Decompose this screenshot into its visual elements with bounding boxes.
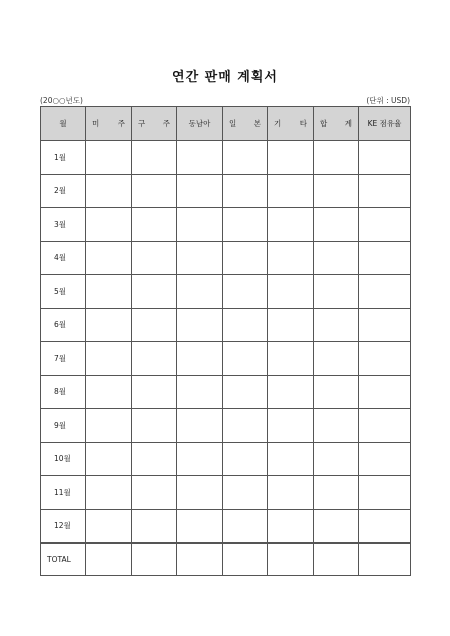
- table-cell[interactable]: [314, 509, 359, 543]
- table-cell[interactable]: [314, 174, 359, 208]
- table-cell[interactable]: [314, 476, 359, 510]
- table-cell[interactable]: [359, 241, 411, 275]
- header-month: 월: [41, 107, 86, 141]
- table-row: [41, 442, 411, 476]
- month-label: 12월: [41, 509, 86, 543]
- table-cell[interactable]: [132, 409, 177, 443]
- table-cell[interactable]: [268, 241, 314, 275]
- table-cell[interactable]: [177, 375, 223, 409]
- table-cell[interactable]: [359, 409, 411, 443]
- table-cell[interactable]: [132, 375, 177, 409]
- table-cell[interactable]: [86, 208, 132, 242]
- header-europe: 구 주: [132, 107, 177, 141]
- table-cell[interactable]: [268, 509, 314, 543]
- table-cell[interactable]: [314, 275, 359, 309]
- month-label: 1월: [41, 141, 86, 175]
- table-cell[interactable]: [314, 409, 359, 443]
- table-cell[interactable]: [359, 342, 411, 376]
- month-label: 10월: [41, 442, 86, 476]
- month-label: 5월: [41, 275, 86, 309]
- table-cell[interactable]: [314, 543, 359, 576]
- table-row: [41, 342, 411, 376]
- month-label: 11월: [41, 476, 86, 510]
- table-cell[interactable]: [314, 241, 359, 275]
- table-row: [41, 174, 411, 208]
- table-cell[interactable]: [132, 308, 177, 342]
- table-cell[interactable]: [177, 342, 223, 376]
- table-row: [41, 275, 411, 309]
- table-cell[interactable]: [177, 141, 223, 175]
- table-cell[interactable]: [359, 141, 411, 175]
- table-cell[interactable]: [132, 141, 177, 175]
- header-japan: 일 본: [223, 107, 268, 141]
- table-row: [41, 375, 411, 409]
- header-sum: 합 계: [314, 107, 359, 141]
- table-cell[interactable]: [132, 442, 177, 476]
- table-cell[interactable]: [268, 442, 314, 476]
- table-cell[interactable]: [223, 208, 268, 242]
- month-label: 8월: [41, 375, 86, 409]
- table-cell[interactable]: [268, 342, 314, 376]
- table-cell[interactable]: [359, 543, 411, 576]
- month-label: 6월: [41, 308, 86, 342]
- table-cell[interactable]: [359, 275, 411, 309]
- header-southeast-asia: 동남아: [177, 107, 223, 141]
- table-cell[interactable]: [314, 141, 359, 175]
- table-cell[interactable]: [86, 275, 132, 309]
- month-label: 4월: [41, 241, 86, 275]
- header-americas: 미 주: [86, 107, 132, 141]
- table-cell[interactable]: [177, 275, 223, 309]
- table-row: [41, 308, 411, 342]
- table-cell[interactable]: [359, 208, 411, 242]
- header-ke-share: KE 점유율: [359, 107, 411, 141]
- table-cell[interactable]: [268, 141, 314, 175]
- table-cell[interactable]: [223, 476, 268, 510]
- table-cell[interactable]: [223, 174, 268, 208]
- table-cell[interactable]: [223, 375, 268, 409]
- table-cell[interactable]: [132, 174, 177, 208]
- table-cell[interactable]: [86, 409, 132, 443]
- table-cell[interactable]: [314, 342, 359, 376]
- header-other: 기 타: [268, 107, 314, 141]
- table-cell[interactable]: [132, 476, 177, 510]
- table-cell[interactable]: [177, 308, 223, 342]
- table-cell[interactable]: [268, 174, 314, 208]
- table-cell[interactable]: [86, 174, 132, 208]
- table-row: [41, 476, 411, 510]
- table-cell[interactable]: [359, 308, 411, 342]
- table-cell[interactable]: [132, 509, 177, 543]
- table-cell[interactable]: [314, 308, 359, 342]
- table-cell[interactable]: [177, 543, 223, 576]
- table-row: [41, 241, 411, 275]
- month-label: 3월: [41, 208, 86, 242]
- table-cell[interactable]: [177, 409, 223, 443]
- table-cell[interactable]: [86, 543, 132, 576]
- table-cell[interactable]: [177, 208, 223, 242]
- table-cell[interactable]: [86, 308, 132, 342]
- table-cell[interactable]: [359, 442, 411, 476]
- table-cell[interactable]: [314, 208, 359, 242]
- table-cell[interactable]: [177, 509, 223, 543]
- table-cell[interactable]: [177, 442, 223, 476]
- month-label: 7월: [41, 342, 86, 376]
- header-row: [41, 107, 411, 141]
- sales-plan-table: [40, 106, 411, 576]
- unit-label: (단위 : USD): [366, 96, 410, 105]
- table-cell[interactable]: [359, 509, 411, 543]
- table-cell[interactable]: [86, 442, 132, 476]
- table-cell[interactable]: [223, 141, 268, 175]
- table-cell[interactable]: [177, 174, 223, 208]
- table-row: [41, 509, 411, 543]
- table-row: [41, 208, 411, 242]
- table-cell[interactable]: [223, 308, 268, 342]
- table-cell[interactable]: [314, 442, 359, 476]
- year-label: (20○○년도): [40, 96, 83, 105]
- table-cell[interactable]: [132, 241, 177, 275]
- table-cell[interactable]: [86, 141, 132, 175]
- table-cell[interactable]: [314, 375, 359, 409]
- table-cell[interactable]: [223, 543, 268, 576]
- table-cell[interactable]: [223, 275, 268, 309]
- table-cell[interactable]: [359, 476, 411, 510]
- table-cell[interactable]: [86, 476, 132, 510]
- table-cell[interactable]: [268, 208, 314, 242]
- table-cell[interactable]: [223, 509, 268, 543]
- table-cell[interactable]: [268, 308, 314, 342]
- table-cell[interactable]: [268, 476, 314, 510]
- document-title: 연간 판매 계획서: [172, 70, 278, 85]
- table-cell[interactable]: [177, 476, 223, 510]
- table-cell[interactable]: [86, 241, 132, 275]
- month-label: 2월: [41, 174, 86, 208]
- table-cell[interactable]: [132, 342, 177, 376]
- table-cell[interactable]: [132, 543, 177, 576]
- table-cell[interactable]: [132, 275, 177, 309]
- table-cell[interactable]: [86, 375, 132, 409]
- table-cell[interactable]: [359, 174, 411, 208]
- table-cell[interactable]: [268, 375, 314, 409]
- table-cell[interactable]: [223, 442, 268, 476]
- table-row: [41, 409, 411, 443]
- table-row: [41, 141, 411, 175]
- total-row: [41, 543, 411, 576]
- table-cell[interactable]: [268, 275, 314, 309]
- table-cell[interactable]: [268, 543, 314, 576]
- table-cell[interactable]: [86, 342, 132, 376]
- table-cell[interactable]: [177, 241, 223, 275]
- total-label: TOTAL: [41, 543, 86, 576]
- table-cell[interactable]: [86, 509, 132, 543]
- table-cell[interactable]: [359, 375, 411, 409]
- table-cell[interactable]: [223, 241, 268, 275]
- table-cell[interactable]: [223, 409, 268, 443]
- month-label: 9월: [41, 409, 86, 443]
- table-cell[interactable]: [223, 342, 268, 376]
- table-cell[interactable]: [132, 208, 177, 242]
- table-cell[interactable]: [268, 409, 314, 443]
